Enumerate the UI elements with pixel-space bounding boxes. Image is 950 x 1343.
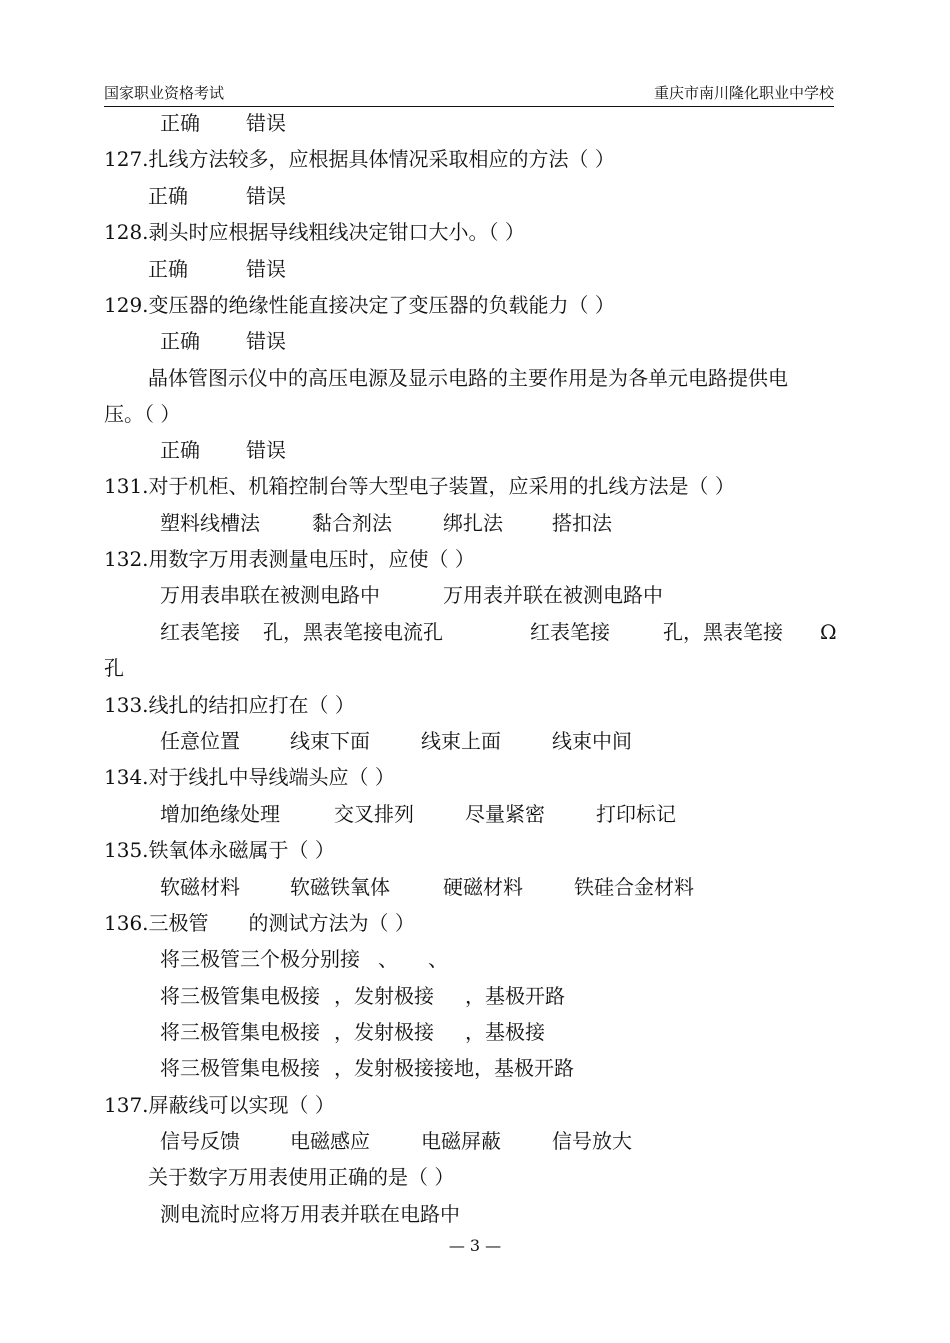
question-text: 137.屏蔽线可以实现（ ） — [104, 1093, 335, 1117]
answer-option: ，发射极接 — [334, 984, 434, 1008]
answer-option: 正确 — [160, 329, 200, 353]
header-divider — [104, 106, 834, 107]
answer-option: ，发射极接接地，基极开路 — [334, 1056, 574, 1080]
answer-option: 正确 — [160, 111, 200, 135]
answer-option: 打印标记 — [596, 802, 676, 826]
question-text: 134.对于线扎中导线端头应（ ） — [104, 765, 395, 789]
answer-option: 万用表并联在被测电路中 — [443, 583, 663, 607]
answer-option: 电磁屏蔽 — [421, 1129, 501, 1153]
question-text: 127.扎线方法较多，应根据具体情况采取相应的方法（ ） — [104, 147, 615, 171]
question-text: 135.铁氧体永磁属于（ ） — [104, 838, 335, 862]
answer-option: 万用表串联在被测电路中 — [160, 583, 380, 607]
answer-option: 信号放大 — [552, 1129, 632, 1153]
answer-option: 正确 — [148, 257, 188, 281]
answer-option: 将三极管三个极分别接 — [160, 947, 360, 971]
question-text: 晶体管图示仪中的高压电源及显示电路的主要作用是为各单元电路提供电 — [148, 366, 788, 390]
answer-option: 软磁铁氧体 — [290, 875, 390, 899]
answer-option: 将三极管集电极接 — [160, 984, 320, 1008]
question-text: 136.三极管 的测试方法为（ ） — [104, 911, 415, 935]
answer-option: 黏合剂法 — [312, 511, 392, 535]
answer-option: 塑料线槽法 — [160, 511, 260, 535]
answer-option: 软磁材料 — [160, 875, 240, 899]
answer-option: 将三极管集电极接 — [160, 1020, 320, 1044]
page-number: — 3 — — [448, 1236, 502, 1255]
answer-option: 错误 — [246, 184, 286, 208]
answer-option: 孔，黑表笔接 — [663, 620, 783, 644]
answer-option: 将三极管集电极接 — [160, 1056, 320, 1080]
answer-option: 正确 — [160, 438, 200, 462]
answer-option: ，基极开路 — [465, 984, 565, 1008]
answer-option: 电磁感应 — [290, 1129, 370, 1153]
answer-option: 错误 — [246, 257, 286, 281]
answer-option: 错误 — [246, 438, 286, 462]
answer-option: 硬磁材料 — [443, 875, 523, 899]
answer-option: 、 — [378, 947, 398, 971]
answer-option: ，发射极接 — [334, 1020, 434, 1044]
answer-option: 孔，黑表笔接电流孔 — [263, 620, 443, 644]
answer-option: 交叉排列 — [334, 802, 414, 826]
answer-option: 、 — [428, 947, 448, 971]
answer-option: 线束中间 — [552, 729, 632, 753]
question-text: 关于数字万用表使用正确的是（ ） — [148, 1165, 455, 1189]
answer-option: 错误 — [246, 111, 286, 135]
answer-option: 增加绝缘处理 — [160, 802, 280, 826]
answer-option: 任意位置 — [160, 729, 240, 753]
question-text: 129.变压器的绝缘性能直接决定了变压器的负载能力（ ） — [104, 293, 615, 317]
answer-option: 线束上面 — [421, 729, 501, 753]
question-text: 测电流时应将万用表并联在电路中 — [160, 1202, 460, 1226]
answer-option: 绑扎法 — [443, 511, 503, 535]
answer-option: 红表笔接 — [530, 620, 610, 644]
answer-option: ，基极接 — [465, 1020, 545, 1044]
answer-option: 红表笔接 — [160, 620, 240, 644]
answer-option: Ω — [820, 620, 837, 644]
question-text: 压。（ ） — [104, 402, 181, 426]
answer-option: 搭扣法 — [552, 511, 612, 535]
answer-option: 错误 — [246, 329, 286, 353]
answer-option: 尽量紧密 — [465, 802, 545, 826]
header-right-title: 重庆市南川隆化职业中学校 — [653, 84, 834, 102]
question-text: 128.剥头时应根据导线粗线决定钳口大小。（ ） — [104, 220, 525, 244]
answer-option: 线束下面 — [290, 729, 370, 753]
question-text: 133.线扎的结扣应打在（ ） — [104, 693, 355, 717]
question-text: 131.对于机柜、机箱控制台等大型电子装置，应采用的扎线方法是（ ） — [104, 474, 735, 498]
answer-option: 信号反馈 — [160, 1129, 240, 1153]
answer-option: 正确 — [148, 184, 188, 208]
answer-option: 铁硅合金材料 — [574, 875, 694, 899]
question-text: 132.用数字万用表测量电压时，应使（ ） — [104, 547, 475, 571]
question-text: 孔 — [104, 656, 124, 680]
header-left-title: 国家职业资格考试 — [104, 84, 225, 102]
